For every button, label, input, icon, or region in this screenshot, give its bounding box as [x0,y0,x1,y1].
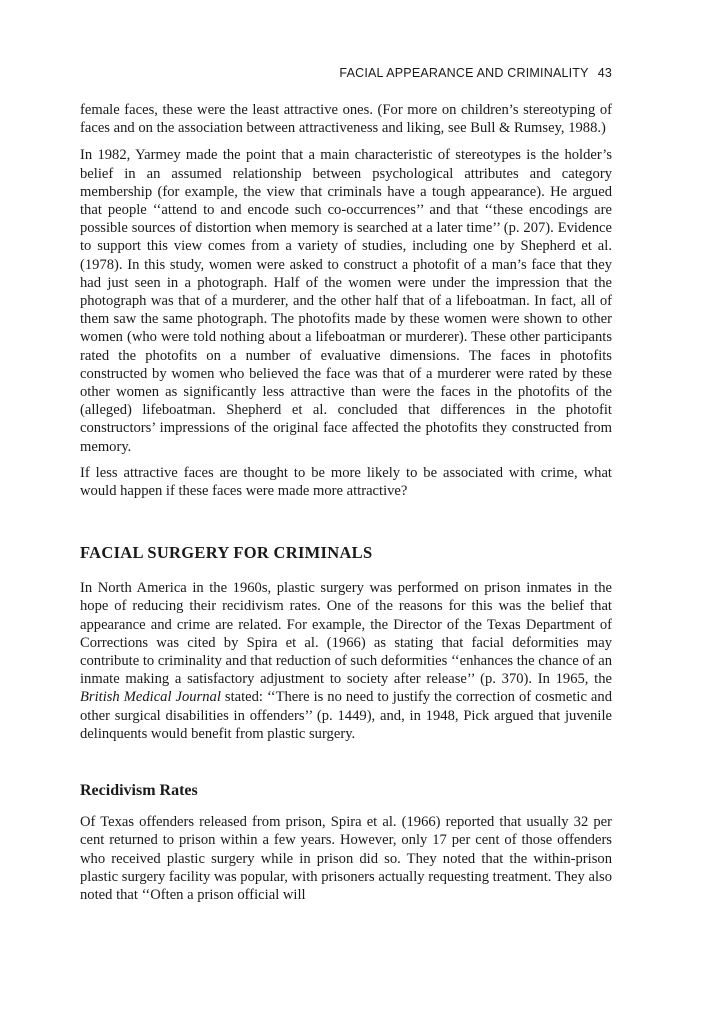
running-head [80,64,612,82]
paragraph-4-text-a: In North America in the 1960s, plastic surgery was performed on prison inmates in the hope of reducing their recidivism rates. One of the reasons for this was the belief that appearance and crime are related. For example, the Director of the Texas Department of Corrections was cited by Spira et al. (1966) as stating that facial deformities may contribute to criminality and that reduction of such deformities ‘‘enhances the chance of an inmate making a satisfactory adjustment to society after release’’ (p. 370). In 1965, the [80,580,612,688]
paragraph-1: female faces, these were the least attractive ones. (For more on children’s stereotyping of faces and on the association between attractiveness and liking, see Bull & Rumsey, 1988.) [80,102,612,137]
paragraph-2: In 1982, Yarmey made the point that a main characteristic of stereotypes is the holder’s belief in an assumed relationship between psychological attributes and category membership (for example, the view that criminals have a tough appearance). He argued that people ‘‘attend to and encode such co-occurrences’’ and that ‘‘these encodings are possible sources of distortion when memory is searched at a later time’’ (p. 207). Evidence to support this view comes from a variety of studies, including one by Shepherd et al. (1978). In this study, women were asked to construct a photofit of a man’s face that they had just seen in a photograph. Half of the women were under the impression that the photograph was that of a murderer, and the other half that of a lifeboatman. In fact, all of them saw the same photograph. The photofits made by these women were shown to other women (who were told nothing about a lifeboatman or murderer). These other participants rated the photofits on a number of evaluative dimensions. The faces in photofits constructed by women who believed the face was that of a murderer were rated by these other women as significantly less attractive than were the faces in the photofits of the (alleged) lifeboatman. Shepherd et al. concluded that differences in the photofit constructors’ impressions of the original face affected the photofits they constructed from memory. [80,147,612,455]
paragraph-3: If less attractive faces are thought to be more likely to be associated with crime, what would happen if these faces were made more attractive? [80,464,612,500]
paragraph-4 [80,579,612,743]
section-heading: FACIAL SURGERY FOR CRIMINALS [80,543,373,563]
paragraph-4-text-b: stated: ‘‘There is no need to justify the correction of cosmetic and other surgical disabilities in offenders’’ (p. 1449), and, in 1948, Pick argued that juvenile delinquents would benefit from plastic surgery. [80,689,612,742]
journal-title: British Medical Journal [80,689,221,706]
page-number: 43 [597,66,612,80]
running-title: FACIAL APPEARANCE AND CRIMINALITY [339,66,589,80]
paragraph-5: Of Texas offenders released from prison, Spira et al. (1966) reported that usually 32 per cent returned to prison within a few years. However, only 17 per cent of those offenders who received plastic surgery while in prison did so. They noted that the within-prison plastic surgery facility was popular, with prisoners actually requesting treatment. They also noted that ‘‘Often a prison official will [80,814,612,903]
subsection-heading: Recidivism Rates [80,782,198,800]
book-page [80,64,612,904]
